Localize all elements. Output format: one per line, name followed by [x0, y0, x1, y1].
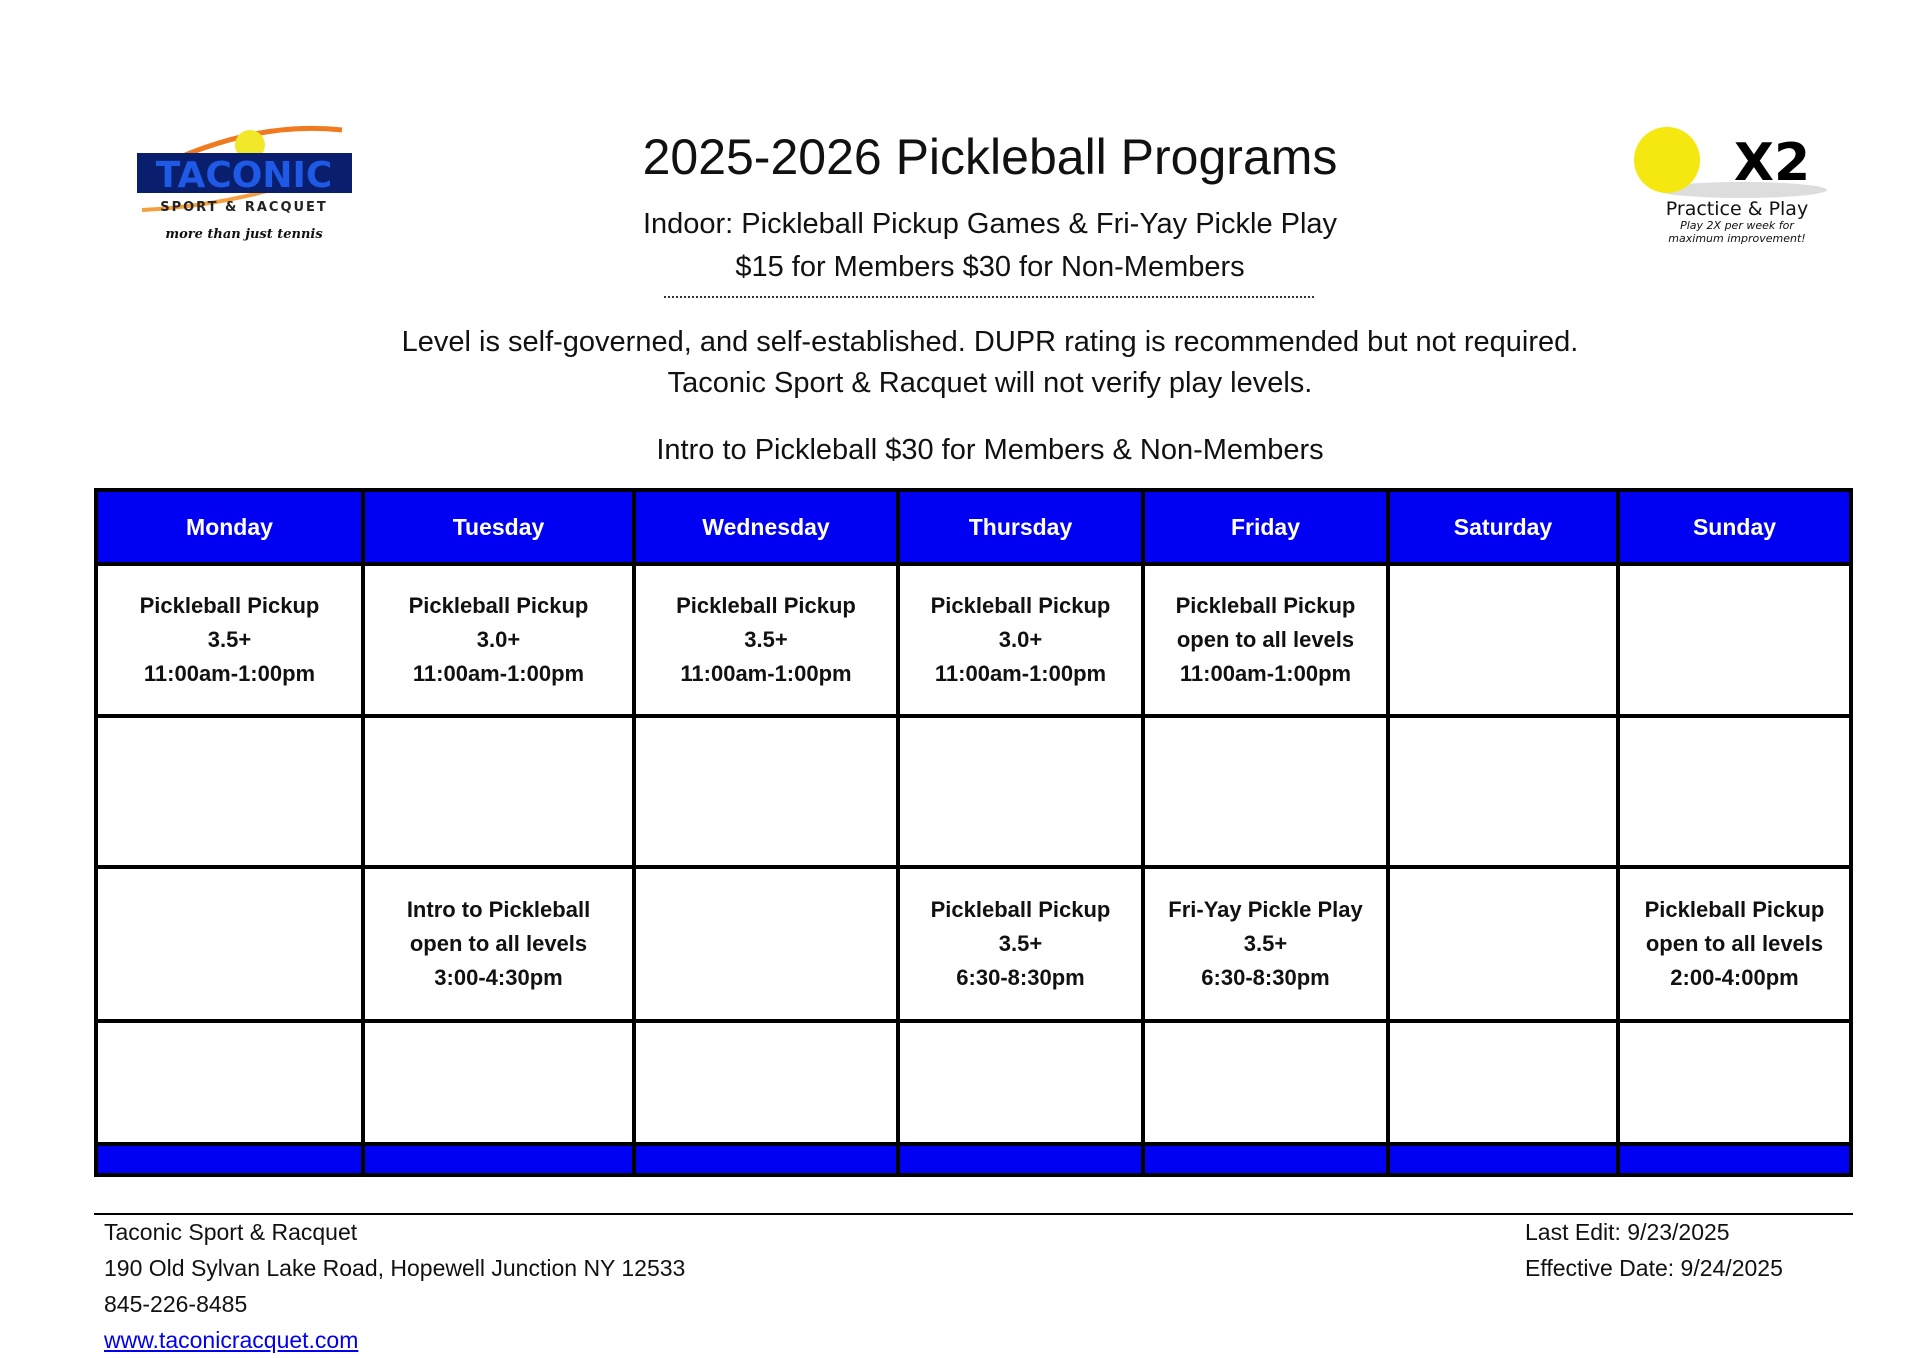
schedule-cell	[1145, 566, 1386, 714]
website-link[interactable]: www.taconicracquet.com	[104, 1327, 359, 1353]
schedule-cell	[636, 869, 896, 1019]
schedule-cell	[900, 1023, 1141, 1142]
schedule-cell	[1620, 869, 1849, 1019]
footer-bar-cell	[98, 1146, 361, 1173]
svg-text:Play 2X per week for: Play 2X per week for	[1680, 219, 1794, 232]
schedule-cell	[900, 566, 1141, 714]
schedule-cell	[365, 566, 632, 714]
cell-line: Pickleball Pickup	[408, 593, 589, 618]
schedule-cell	[636, 566, 896, 714]
cell-line: open to all levels	[1645, 931, 1824, 956]
schedule-cell	[1620, 718, 1849, 865]
day-header-monday: Monday	[98, 492, 361, 562]
schedule-cell	[365, 869, 632, 1019]
schedule-cell	[1620, 1023, 1849, 1142]
schedule-cell	[98, 1023, 361, 1142]
schedule-cell	[1390, 566, 1616, 714]
schedule-cell	[636, 718, 896, 865]
schedule-cell	[1145, 1023, 1386, 1142]
schedule-cell	[1390, 869, 1616, 1019]
svg-text:more than just tennis: more than just tennis	[165, 227, 323, 242]
cell-line: 3.5+	[998, 931, 1043, 956]
schedule-cell	[1145, 718, 1386, 865]
page-title: 2025-2026 Pickleball Programs	[642, 129, 1338, 185]
cell-line: 3.5+	[1243, 931, 1288, 956]
schedule-cell	[900, 718, 1141, 865]
day-header-sunday: Sunday	[1620, 492, 1849, 562]
schedule-cell	[1390, 1023, 1616, 1142]
cell-line: 11:00am-1:00pm	[1179, 661, 1352, 686]
dotted-divider	[664, 296, 1314, 298]
footer-phone: 845-226-8485	[104, 1291, 248, 1317]
schedule-cell	[365, 1023, 632, 1142]
cell-line: 3:00-4:30pm	[434, 965, 563, 990]
cell-line: Intro to Pickleball	[406, 897, 591, 922]
cell-line: Pickleball Pickup	[930, 897, 1111, 922]
footer-address: 190 Old Sylvan Lake Road, Hopewell Junction NY 12533	[104, 1255, 686, 1281]
svg-text:X2: X2	[1733, 133, 1811, 193]
day-header-thursday: Thursday	[900, 492, 1141, 562]
verify-note: Taconic Sport & Racquet will not verify play levels.	[667, 367, 1313, 399]
footer-bar-cell	[636, 1146, 896, 1173]
cell-line: 6:30-8:30pm	[1201, 965, 1330, 990]
day-header-wednesday: Wednesday	[636, 492, 896, 562]
footer-name: Taconic Sport & Racquet	[104, 1219, 358, 1245]
schedule-table	[94, 488, 1853, 1177]
intro-pricing: Intro to Pickleball $30 for Members & Non-Members	[656, 434, 1324, 466]
taconic-logo	[132, 125, 357, 250]
day-header-tuesday: Tuesday	[365, 492, 632, 562]
svg-text:TACONIC: TACONIC	[155, 155, 333, 196]
footer-contact	[104, 1214, 685, 1358]
schedule-cell	[1390, 718, 1616, 865]
footer-bar-cell	[1145, 1146, 1386, 1173]
cell-line: open to all levels	[1176, 627, 1355, 652]
cell-line: Pickleball Pickup	[1175, 593, 1356, 618]
schedule-cell	[1145, 869, 1386, 1019]
svg-text:Practice & Play: Practice & Play	[1665, 198, 1809, 220]
cell-line: Pickleball Pickup	[139, 593, 320, 618]
cell-line: 2:00-4:00pm	[1670, 965, 1799, 990]
level-note: Level is self-governed, and self-established. DUPR rating is recommended but not required.	[401, 326, 1579, 358]
footer-bar-cell	[1620, 1146, 1849, 1173]
footer-dates	[1525, 1214, 1783, 1286]
x2-practice-play-logo	[1622, 125, 1832, 250]
cell-line: 3.5+	[207, 627, 252, 652]
cell-line: 3.0+	[998, 627, 1043, 652]
cell-line: 11:00am-1:00pm	[412, 661, 585, 686]
cell-line: 3.0+	[476, 627, 521, 652]
cell-line: Pickleball Pickup	[930, 593, 1111, 618]
cell-line: Pickleball Pickup	[1644, 897, 1825, 922]
cell-line: 11:00am-1:00pm	[143, 661, 316, 686]
cell-line: 11:00am-1:00pm	[934, 661, 1107, 686]
subtitle-pricing: $15 for Members $30 for Non-Members	[735, 251, 1245, 283]
cell-line: Pickleball Pickup	[676, 593, 856, 618]
day-header-friday: Friday	[1145, 492, 1386, 562]
cell-line: 6:30-8:30pm	[956, 965, 1085, 990]
footer-bar-cell	[900, 1146, 1141, 1173]
schedule-cell	[636, 1023, 896, 1142]
cell-line: Fri-Yay Pickle Play	[1168, 897, 1363, 922]
day-header-saturday: Saturday	[1390, 492, 1616, 562]
cell-line: 11:00am-1:00pm	[680, 661, 852, 686]
schedule-cell	[98, 869, 361, 1019]
effective-date: Effective Date: 9/24/2025	[1525, 1255, 1783, 1281]
schedule-cell	[98, 718, 361, 865]
schedule-cell	[1620, 566, 1849, 714]
svg-text:maximum improvement!: maximum improvement!	[1668, 232, 1806, 245]
subtitle-programs: Indoor: Pickleball Pickup Games & Fri-Yay Pickle Play	[642, 208, 1338, 240]
schedule-cell	[98, 566, 361, 714]
footer-bar-cell	[365, 1146, 632, 1173]
cell-line: open to all levels	[409, 931, 588, 956]
schedule-cell	[365, 718, 632, 865]
schedule-cell	[900, 869, 1141, 1019]
last-edit: Last Edit: 9/23/2025	[1525, 1219, 1730, 1245]
svg-text:SPORT & RACQUET: SPORT & RACQUET	[160, 200, 328, 215]
footer-bar-cell	[1390, 1146, 1616, 1173]
cell-line: 3.5+	[744, 627, 788, 652]
